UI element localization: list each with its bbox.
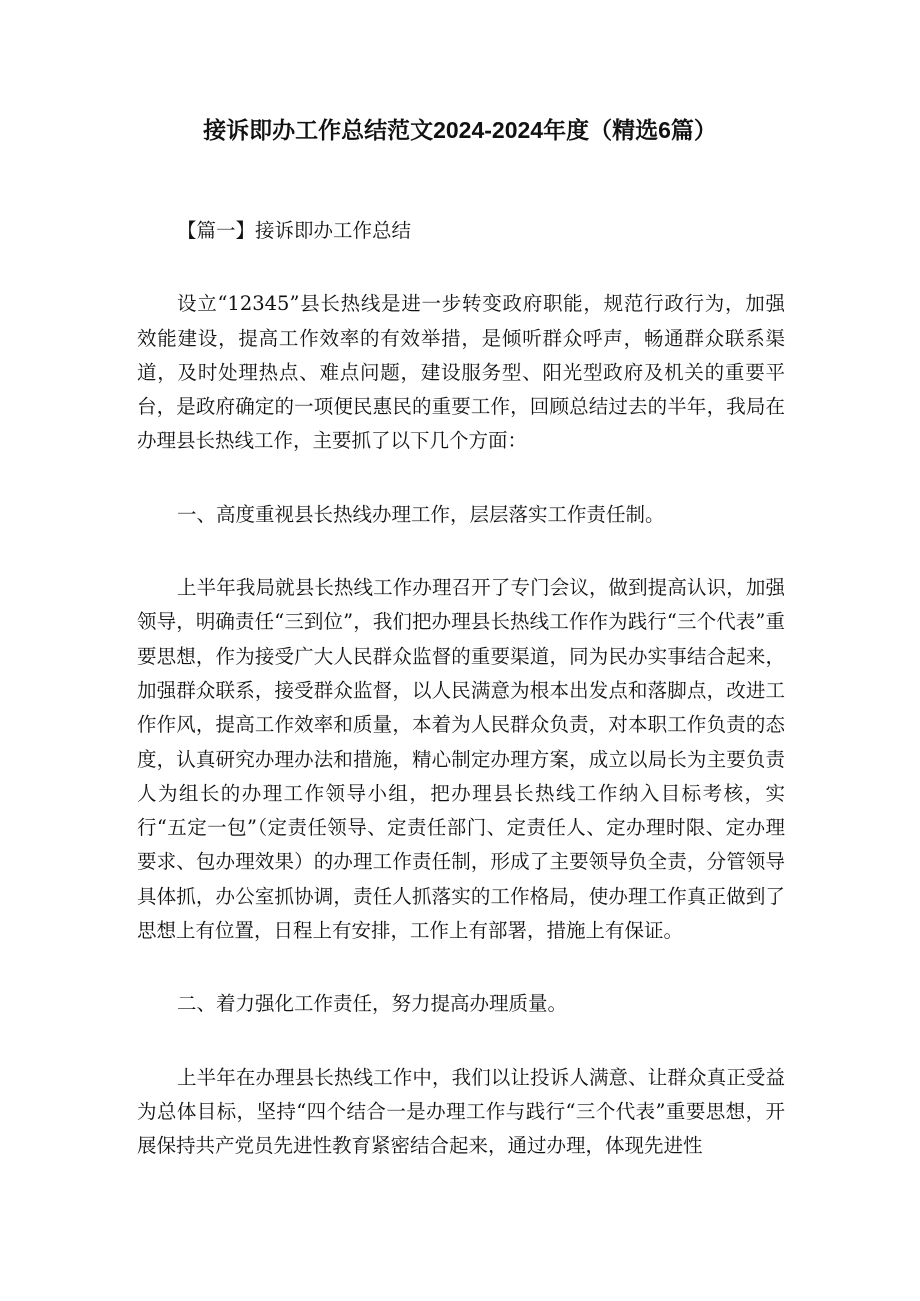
document-title: 接诉即办工作总结范文2024-2024年度（精选6篇） [203, 117, 717, 143]
heading-two: 二、着力强化工作责任，努力提高办理质量。 [177, 992, 568, 1016]
section-label: 【篇一】接诉即办工作总结 [177, 219, 412, 242]
document-body [137, 214, 785, 1203]
paragraph-intro: 设立“12345”县长热线是进一步转变政府职能，规范行政行为，加强效能建设，提高工作效率的有效举措，是倾听群众呼声，畅通群众联系渠道，及时处理热点、难点问题，建设服务型、阳光型政府及机关的重要平台，是政府确定的一项便民惠民的重要工作，回顾总结过去的半年，我局在办理县长热线工作，主要抓了以下几个方面： [137, 292, 785, 453]
paragraph-two: 上半年在办理县长热线工作中，我们以让投诉人满意、让群众真正受益为总体目标，坚持“四个结合一是办理工作与践行“三个代表”重要思想，开展保持共产党员先进性教育紧密结合起来，通过办理，体现先进性 [137, 1065, 785, 1158]
paragraph-one: 上半年我局就县长热线工作办理召开了专门会议，做到提高认识，加强领导，明确责任“三到位”，我们把办理县长热线工作作为践行“三个代表”重要思想，作为接受广大人民群众监督的重要渠道，同为民办实事结合起来，加强群众联系，接受群众监督，以人民满意为根本出发点和落脚点，改进工作作风，提高工作效率和质量，本着为人民群众负责，对本职工作负责的态度，认真研究办理办法和措施，精心制定办理方案，成立以局长为主要负责人为组长的办理工作领导小组，把办理县长热线工作纳入目标考核，实行“五定一包”（定责任领导、定责任部门、定责任人、定办理时限、定办理要求、包办理效果）的办理工作责任制，形成了主要领导负全责，分管领导具体抓，办公室抓协调，责任人抓落实的工作格局，使办理工作真正做到了思想上有位置，日程上有安排，工作上有部署，措施上有保证。 [137, 576, 785, 943]
heading-one: 一、高度重视县长热线办理工作，层层落实工作责任制。 [177, 502, 665, 526]
